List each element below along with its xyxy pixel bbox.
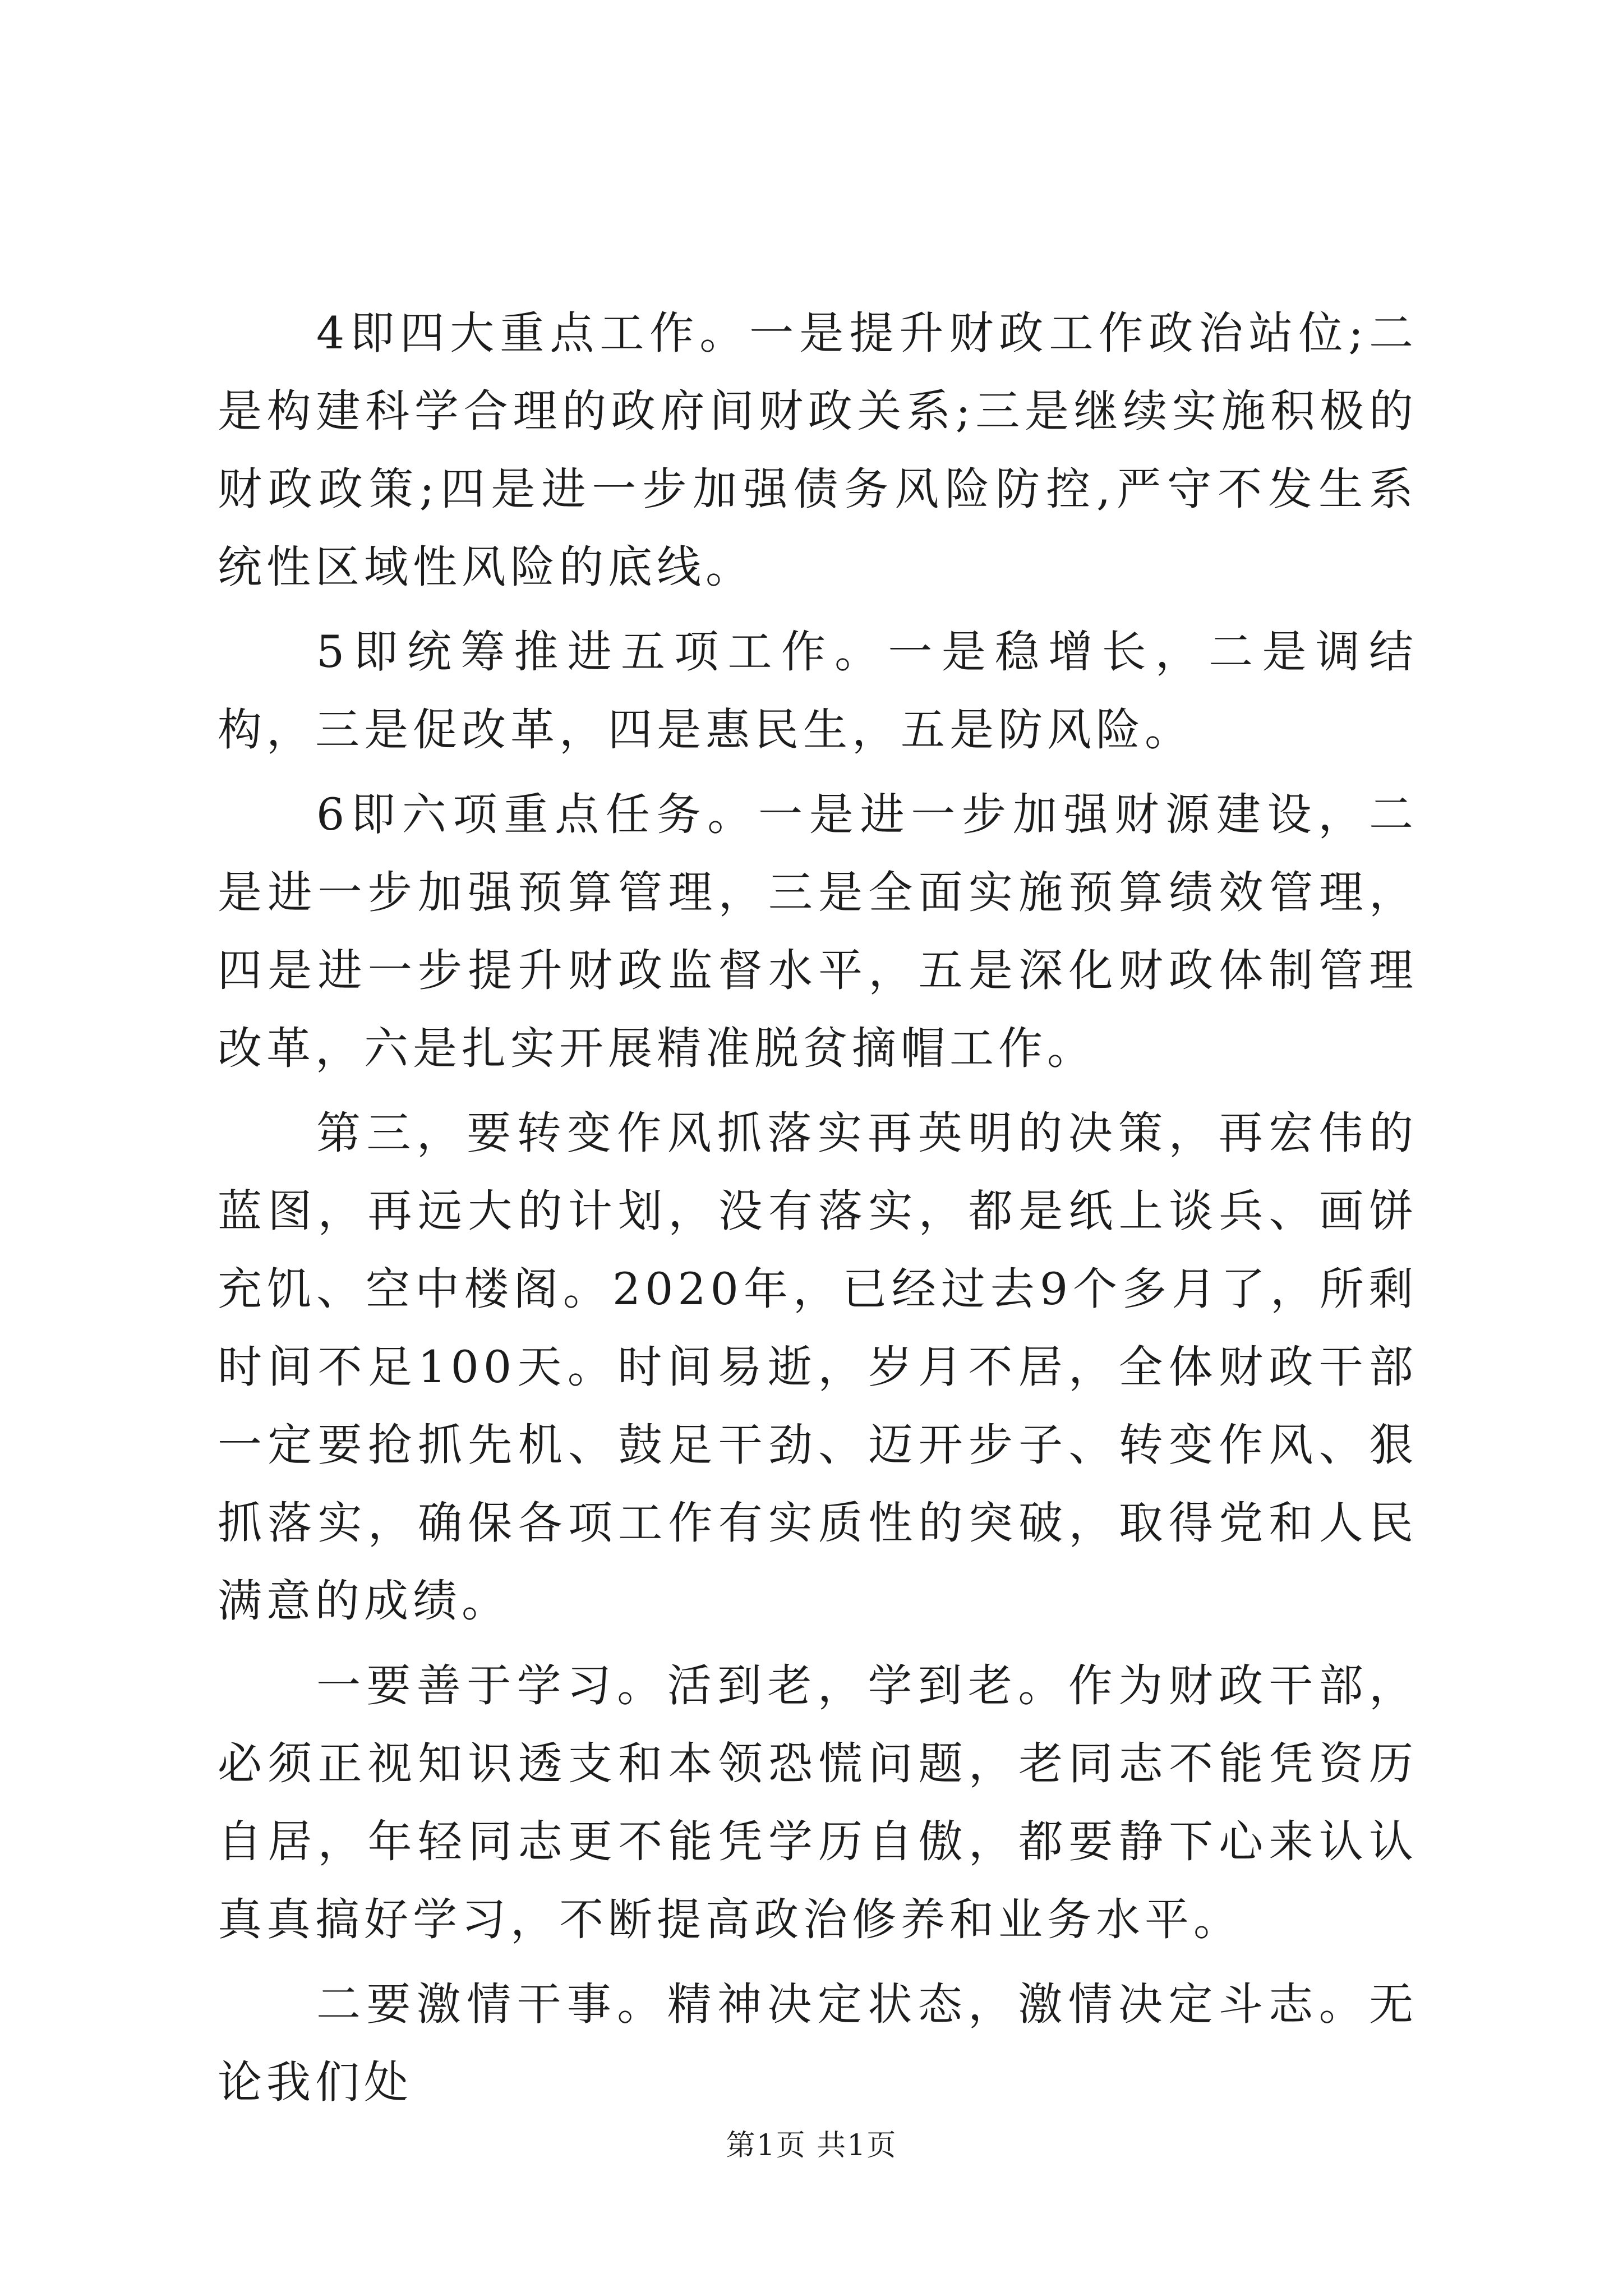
paragraph-five-tasks: 5即统筹推进五项工作。一是稳增长，二是调结构，三是促改革，四是惠民生，五是防风险。 — [218, 626, 1418, 756]
paragraph-passion: 二要激情干事。精神决定状态，激情决定斗志。无论我们处 — [218, 1978, 1418, 2108]
page-number-footer: 第1页 共1页 — [726, 2129, 897, 2162]
paragraph-learning: 一要善于学习。活到老，学到老。作为财政干部，必须正视知识透支和本领恐慌问题，老同志不能凭资历自居，年轻同志更不能凭学历自傲，都要静下心来认认真真搞好学习，不断提高政治修养和业务水平。 — [218, 1660, 1418, 1945]
document-body — [218, 295, 1418, 2128]
paragraph-four-key-tasks: 4即四大重点工作。一是提升财政工作政治站位;二是构建科学合理的政府间财政关系;三是继续实施积极的财政政策;四是进一步加强债务风险防控,严守不发生系统性区域性风险的底线。 — [218, 307, 1418, 593]
paragraph-third-point: 第三，要转变作风抓落实再英明的决策，再宏伟的蓝图，再远大的计划，没有落实，都是纸上谈兵、画饼充饥、空中楼阁。2020年，已经过去9个多月了，所剩时间不足100天。时间易逝，岁月不居，全体财政干部一定要抢抓先机、鼓足干劲、迈开步子、转变作风、狠抓落实，确保各项工作有实质性的突破，取得党和人民满意的成绩。 — [218, 1107, 1418, 1627]
paragraph-six-tasks: 6即六项重点任务。一是进一步加强财源建设，二是进一步加强预算管理，三是全面实施预算绩效管理，四是进一步提升财政监督水平，五是深化财政体制管理改革，六是扎实开展精准脱贫摘帽工作。 — [218, 789, 1418, 1074]
